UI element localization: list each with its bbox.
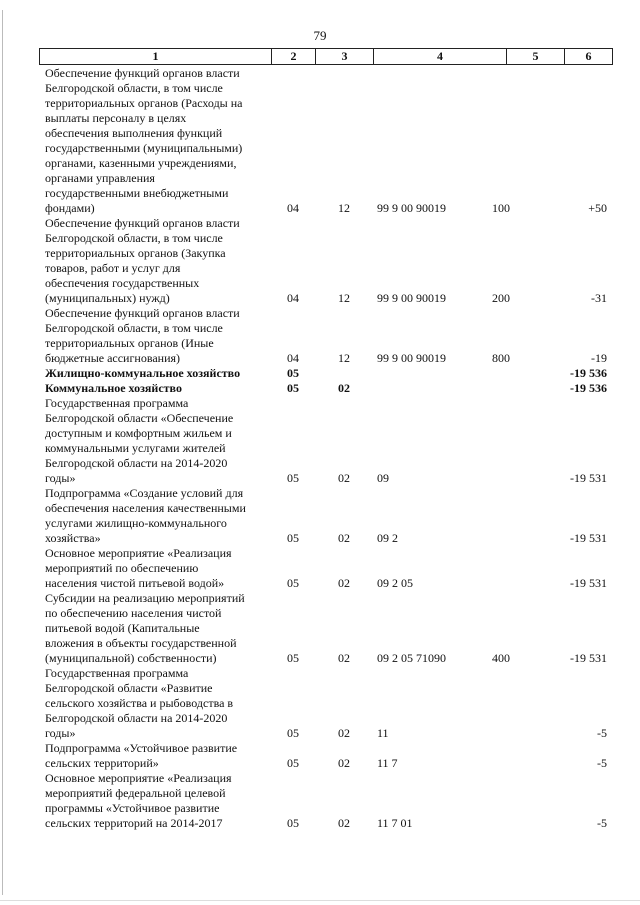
cell-c2: 04 [287,351,299,365]
cell-c3: 02 [338,381,350,395]
description-line: обеспечения населения качественными [45,501,246,515]
row-description [45,306,264,366]
cell-c6: -19 531 [570,531,607,545]
cell-c6: -5 [597,816,607,830]
cell-c5: 200 [492,291,510,305]
table-row [0,546,640,591]
description-line: программы «Устойчивое развитие [45,801,220,815]
cell-c5: 800 [492,351,510,365]
row-description [45,216,264,306]
table-row [0,366,640,381]
row-description [45,666,264,741]
cell-c4: 11 [377,726,389,740]
cell-c3: 02 [338,651,350,665]
row-description [45,396,264,486]
description-line: мероприятий федеральной целевой [45,786,226,800]
description-line: мероприятий по обеспечению [45,561,199,575]
table-body [0,66,640,831]
cell-c6: -19 536 [570,366,607,380]
cell-c2: 05 [287,816,299,830]
description-line: доступным и комфортным жильем и [45,426,232,440]
cell-c2: 05 [287,531,299,545]
description-line: Обеспечение функций органов власти [45,216,240,230]
description-line: Обеспечение функций органов власти [45,66,240,80]
cell-c2: 05 [287,366,299,380]
row-description [45,741,264,771]
cell-c4: 09 [377,471,389,485]
description-line: территориальных органов (Закупка [45,246,226,260]
row-description [45,771,264,831]
description-line: (муниципальных) нужд) [45,291,170,305]
table-row [0,771,640,831]
description-line: территориальных органов (Расходы на [45,96,243,110]
row-description [45,66,264,216]
cell-c4: 11 7 01 [377,816,413,830]
cell-c4: 09 2 05 [377,576,413,590]
cell-c6: -19 536 [570,381,607,395]
cell-c4: 99 9 00 90019 [377,201,446,215]
description-line: обеспечения государственных [45,276,200,290]
description-line: годы» [45,471,76,485]
cell-c2: 05 [287,651,299,665]
description-line: Субсидии на реализацию мероприятий [45,591,245,605]
description-line: сельского хозяйства и рыбоводства в [45,696,234,710]
cell-c2: 04 [287,201,299,215]
header-col-1: 1 [40,49,272,64]
table-row [0,666,640,741]
cell-c6: -19 531 [570,651,607,665]
description-line: годы» [45,726,76,740]
cell-c2: 05 [287,756,299,770]
cell-c6: -19 531 [570,471,607,485]
table-row [0,486,640,546]
header-col-4: 4 [374,49,507,64]
cell-c2: 05 [287,381,299,395]
description-line: Белгородской области «Обеспечение [45,411,234,425]
table-row [0,741,640,771]
table-row [0,591,640,666]
header-col-2: 2 [272,49,316,64]
description-line: обеспечения выполнения функций [45,126,223,140]
table-row [0,381,640,396]
description-line: Белгородской области на 2014-2020 [45,711,228,725]
description-line: Обеспечение функций органов власти [45,306,240,320]
cell-c3: 12 [338,201,350,215]
description-line: органами управления [45,171,155,185]
cell-c5: 400 [492,651,510,665]
description-line: Коммунальное хозяйство [45,381,182,395]
row-description [45,366,264,381]
description-line: Подпрограмма «Создание условий для [45,486,244,500]
description-line: выплаты персоналу в целях [45,111,187,125]
cell-c3: 12 [338,351,350,365]
cell-c4: 09 2 05 71090 [377,651,446,665]
cell-c2: 05 [287,726,299,740]
row-description [45,381,264,396]
cell-c3: 02 [338,531,350,545]
cell-c3: 02 [338,816,350,830]
description-line: Белгородской области, в том числе [45,81,223,95]
description-line: Основное мероприятие «Реализация [45,771,232,785]
description-line: Государственная программа [45,666,189,680]
header-col-6: 6 [585,49,592,63]
header-col-5: 5 [507,49,565,64]
cell-c6: -19 531 [570,576,607,590]
description-line: вложения в объекты государственной [45,636,237,650]
cell-c6: -5 [597,756,607,770]
cell-c3: 02 [338,576,350,590]
row-description [45,591,264,666]
table-row [0,216,640,306]
cell-c2: 05 [287,471,299,485]
description-line: услугами жилищно-коммунального [45,516,227,530]
description-line: хозяйства» [45,531,101,545]
description-line: органами, казенными учреждениями, [45,156,237,170]
table-row [0,396,640,486]
description-line: товаров, работ и услуг для [45,261,181,275]
cell-c2: 04 [287,291,299,305]
description-line: Белгородской области, в том числе [45,231,223,245]
description-line: сельских территорий на 2014-2017 [45,816,223,830]
description-line: территориальных органов (Иные [45,336,214,350]
cell-c3: 02 [338,726,350,740]
description-line: по обеспечению населения чистой [45,606,222,620]
table-row [0,66,640,216]
cell-c4: 99 9 00 90019 [377,291,446,305]
description-line: сельских территорий» [45,756,159,770]
cell-c6: +50 [588,201,607,215]
cell-c6: -5 [597,726,607,740]
description-line: фондами) [45,201,95,215]
description-line: питьевой водой (Капитальные [45,621,200,635]
cell-c3: 02 [338,756,350,770]
description-line: населения чистой питьевой водой» [45,576,225,590]
description-line: Жилищно-коммунальное хозяйство [45,366,241,380]
description-line: государственными внебюджетными [45,186,229,200]
header-col-3: 3 [316,49,374,64]
cell-c4: 99 9 00 90019 [377,351,446,365]
table-row [0,306,640,366]
description-line: Белгородской области, в том числе [45,321,223,335]
row-description [45,486,264,546]
cell-c3: 12 [338,291,350,305]
cell-c6: -31 [591,291,607,305]
description-line: Белгородской области «Развитие [45,681,213,695]
row-description [45,546,264,591]
cell-c3: 02 [338,471,350,485]
description-line: Основное мероприятие «Реализация [45,546,232,560]
description-line: бюджетные ассигнования) [45,351,181,365]
page-bottom-rule [0,900,640,901]
cell-c4: 11 7 [377,756,398,770]
table-header [39,48,613,65]
description-line: государственными (муниципальными) [45,141,243,155]
cell-c5: 100 [492,201,510,215]
cell-c4: 09 2 [377,531,398,545]
description-line: Государственная программа [45,396,189,410]
description-line: коммунальными услугами жителей [45,441,226,455]
description-line: Белгородской области на 2014-2020 [45,456,228,470]
description-line: Подпрограмма «Устойчивое развитие [45,741,238,755]
description-line: (муниципальной) собственности) [45,651,217,665]
page-number: 79 [313,28,327,43]
cell-c6: -19 [591,351,607,365]
cell-c2: 05 [287,576,299,590]
